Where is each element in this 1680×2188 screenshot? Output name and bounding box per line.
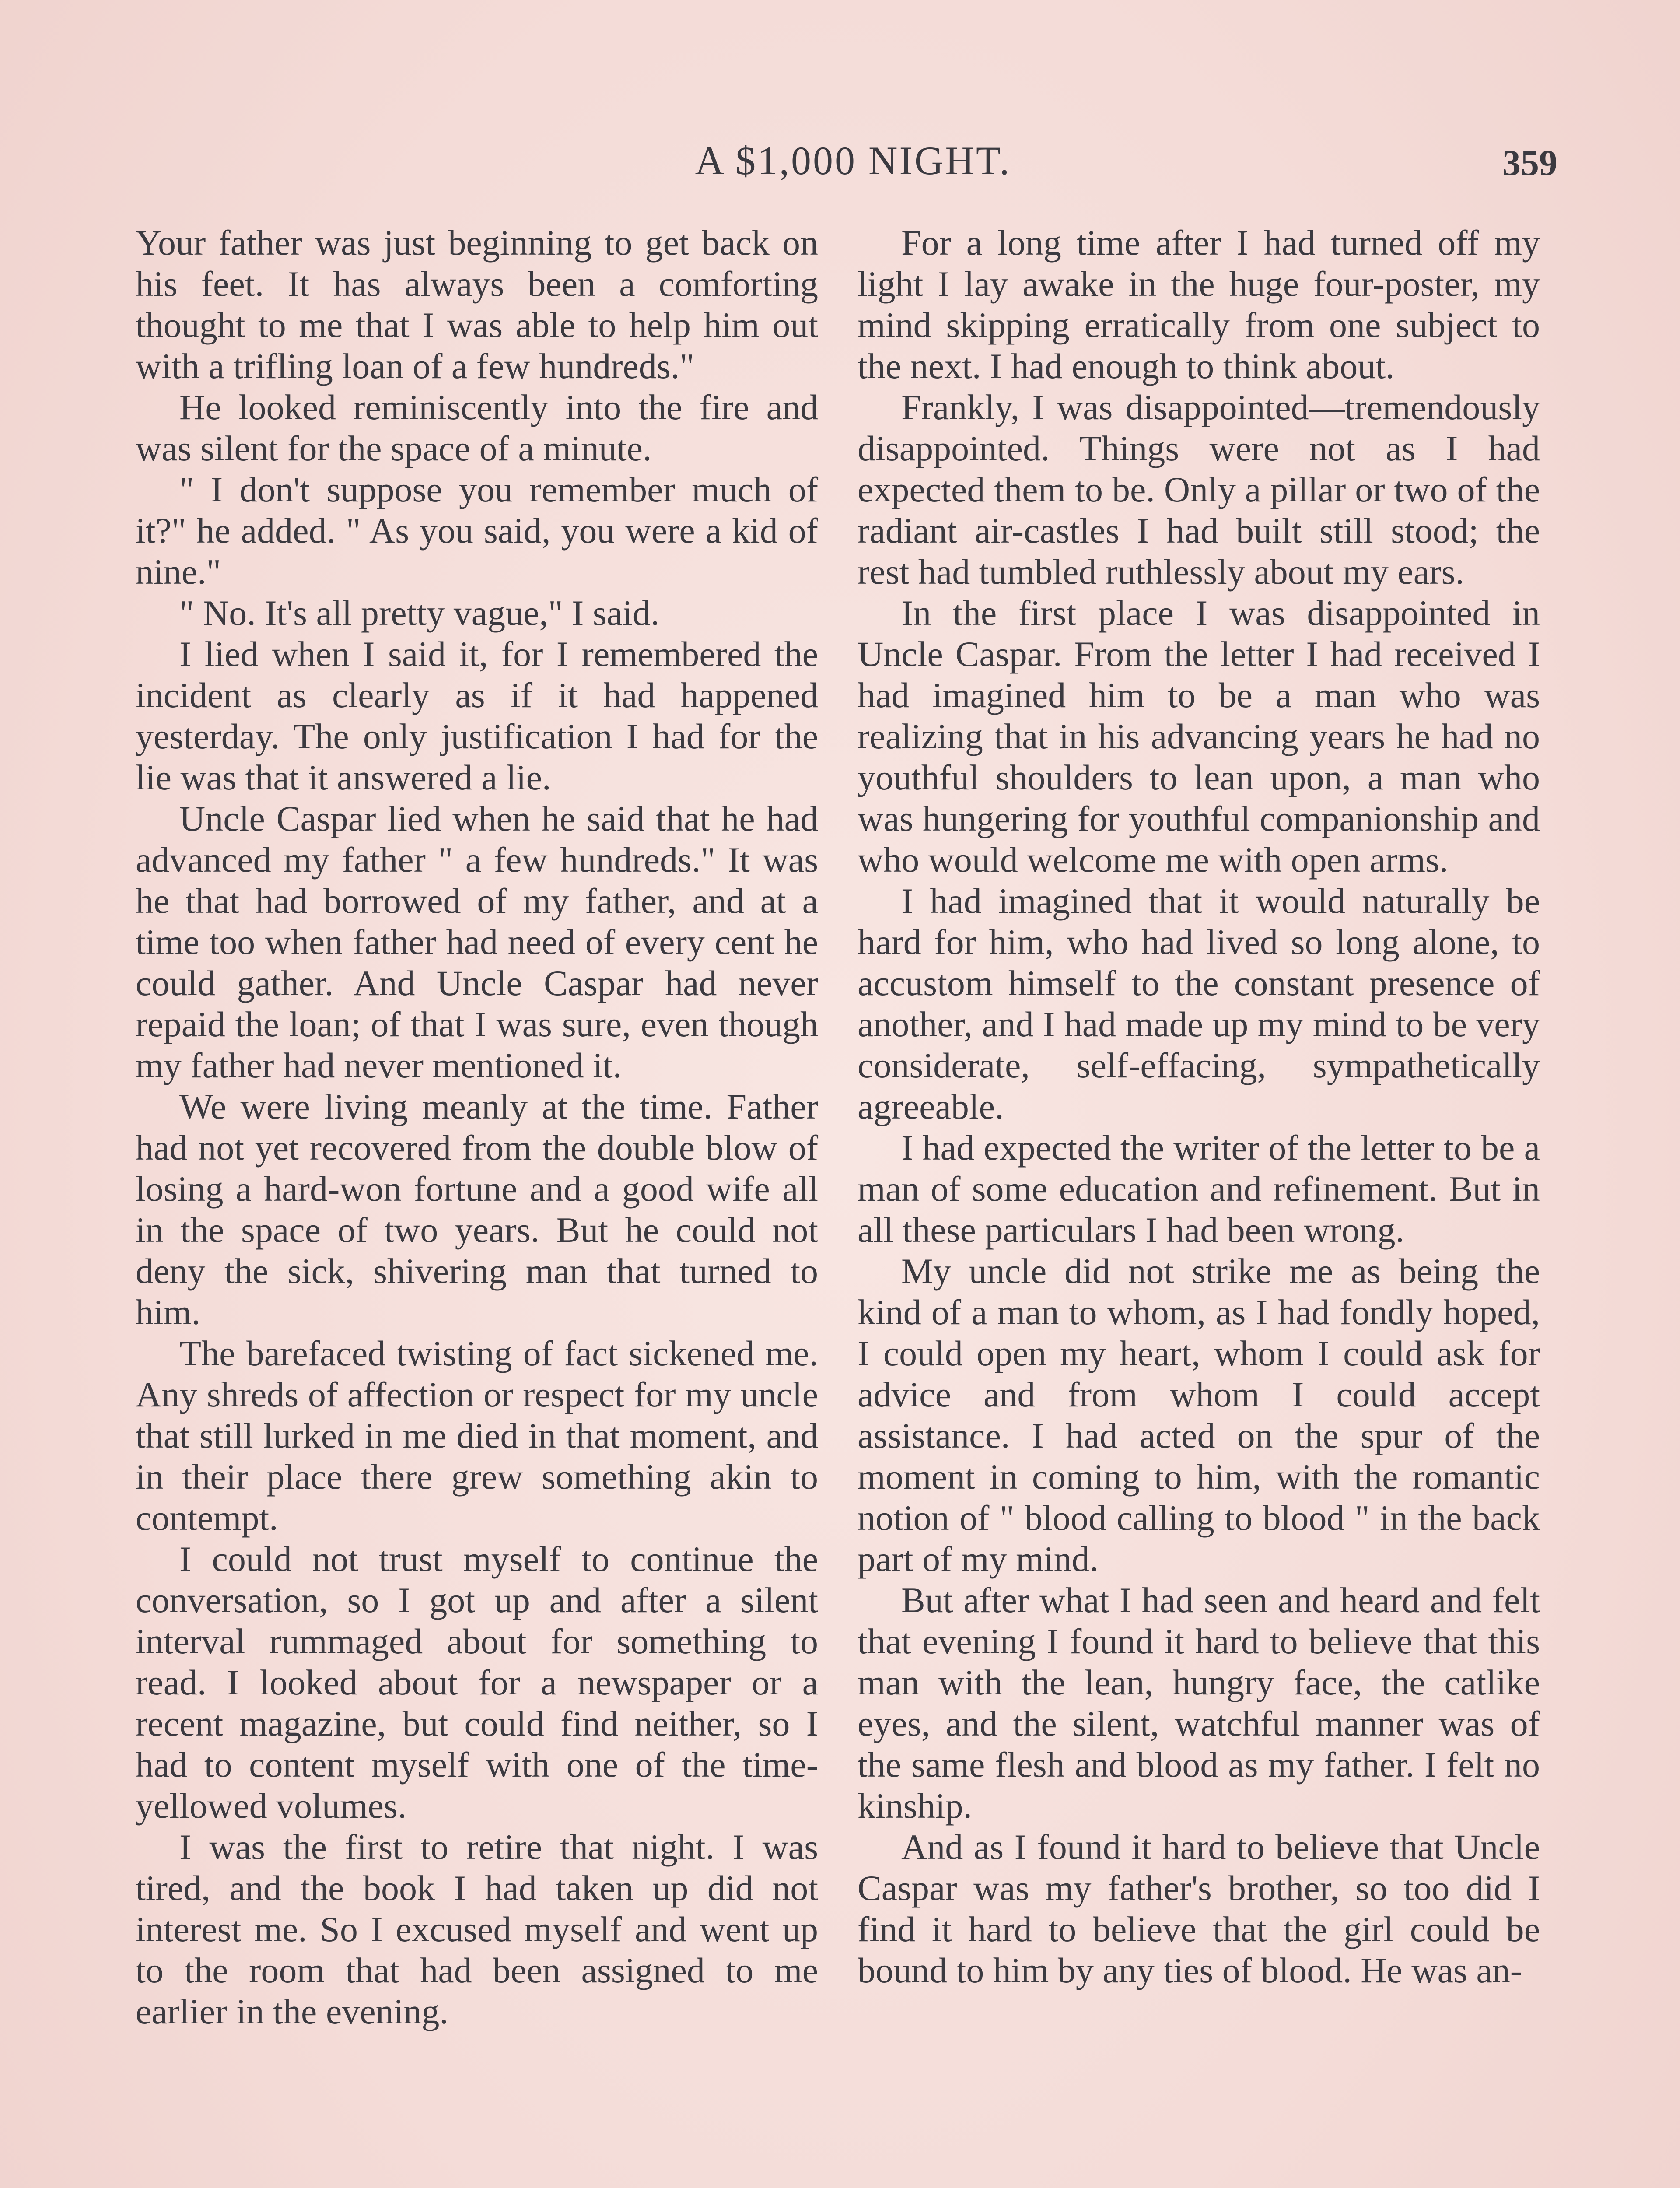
paragraph: I lied when I said it, for I remembered the incident as clearly as if it had happened yesterday. The only justification I had for the lie was that it answered a lie. xyxy=(136,634,818,797)
paragraph: " I don't suppose you remember much of it?" he added. " As you said, you were a kid of nine." xyxy=(136,470,818,592)
right-column xyxy=(858,222,1540,1991)
paragraph: I had imagined that it would naturally be hard for him, who had lived so long alone, to accustom himself to the constant presence of another, and I had made up my mind to be very considerate, self-effacing, sympathetically agreeable. xyxy=(858,881,1540,1126)
left-column xyxy=(136,222,818,2032)
paragraph: I had expected the writer of the letter to be a man of some education and refinement. But in all these particulars I had been wrong. xyxy=(858,1128,1540,1250)
paragraph: We were living meanly at the time. Father had not yet recovered from the double blow of losing a hard-won fortune and a good wife all in the space of two years. But he could not deny the sick, shivering man that turned to him. xyxy=(136,1087,818,1332)
paragraph: He looked reminiscently into the fire and was silent for the space of a minute. xyxy=(136,387,818,468)
paragraph: I was the first to retire that night. I was tired, and the book I had taken up did not interest me. So I excused myself and went up to the room that had been assigned to me earlier in the evening. xyxy=(136,1827,818,2031)
paragraph: In the first place I was disappointed in Uncle Caspar. From the letter I had received I had imagined him to be a man who was realizing that in his advancing years he had no youthful shoulders to lean upon, a man who was hungering for youthful companionship and who would welcome me with open arms. xyxy=(858,593,1540,880)
paragraph: " No. It's all pretty vague," I said. xyxy=(179,593,660,633)
paragraph: But after what I had seen and heard and felt that evening I found it hard to believe that this man with the lean, hungry face, the catlike eyes, and the silent, watchful manner was of the same flesh and blood as my father. I felt no kinship. xyxy=(858,1580,1540,1826)
paragraph: I could not trust myself to continue the conversation, so I got up and after a silent interval rummaged about for something to read. I looked about for a newspaper or a recent magazine, but could find neither, so I had to content myself with one of the time-yellowed volumes. xyxy=(136,1539,818,1826)
page-number: 359 xyxy=(1502,143,1558,183)
paragraph: The barefaced twisting of fact sickened me. Any shreds of affection or respect for my uncle that still lurked in me died in that moment, and in their place there grew something akin to contempt. xyxy=(136,1333,818,1538)
running-title: A $1,000 NIGHT. xyxy=(695,138,1012,183)
paragraph: Your father was just beginning to get back on his feet. It has always been a comforting thought to me that I was able to help him out with a trifling loan of a few hundreds." xyxy=(136,223,818,386)
paragraph: For a long time after I had turned off my light I lay awake in the huge four-poster, my mind skipping erratically from one subject to the next. I had enough to think about. xyxy=(858,223,1540,386)
paragraph: And as I found it hard to believe that Uncle Caspar was my father's brother, so too did I find it hard to believe that the girl could be bound to him by any ties of blood. He was an- xyxy=(858,1827,1540,1990)
paragraph: Frankly, I was disappointed—tremendously disappointed. Things were not as I had expected them to be. Only a pillar or two of the radiant air-castles I had built still stood; the rest had tumbled ruthlessly about my ears. xyxy=(858,387,1540,592)
paragraph: Uncle Caspar lied when he said that he had advanced my father " a few hundreds." It was he that had borrowed of my father, and at a time too when father had need of every cent he could gather. And Uncle Caspar had never repaid the loan; of that I was sure, even though my father had never mentioned it. xyxy=(136,799,818,1085)
paragraph: My uncle did not strike me as being the kind of a man to whom, as I had fondly hoped, I could open my heart, whom I could ask for advice and from whom I could accept assistance. I had acted on the spur of the moment in coming to him, with the romantic notion of " blood calling to blood " in the back part of my mind. xyxy=(858,1251,1540,1579)
